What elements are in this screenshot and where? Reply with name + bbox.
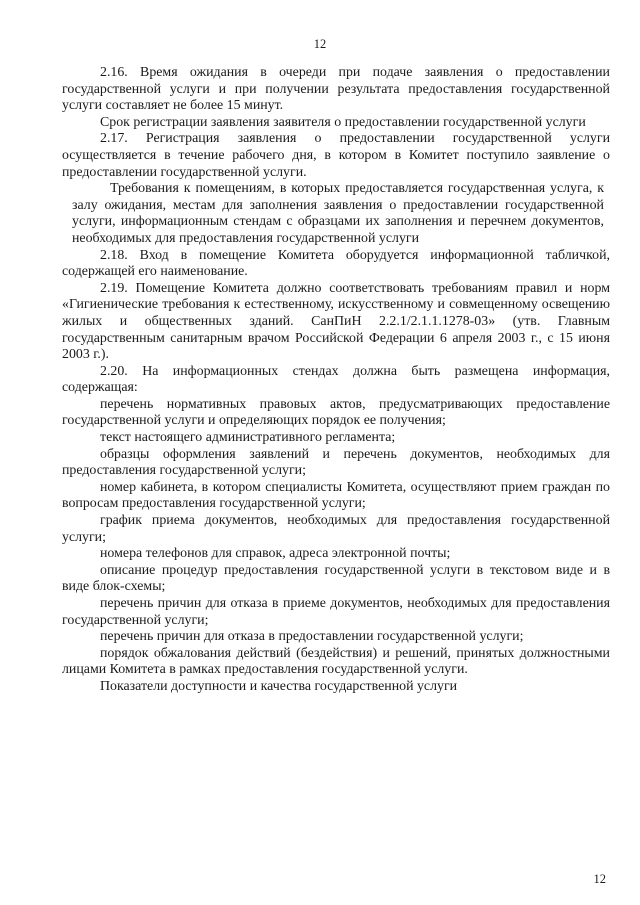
heading-availability-quality: Показатели доступности и качества государственной услуги <box>100 678 458 694</box>
list-item: текст настоящего административного регламента; <box>100 430 396 446</box>
list-item: описание процедур предоставления государственной услуги в текстовом виде и в виде блок-схемы; <box>62 562 610 595</box>
list-item: перечень причин для отказа в предоставлении государственной услуги; <box>100 629 524 645</box>
paragraph-2-16: 2.16. Время ожидания в очереди при подаче заявления о предоставлении государственной услуги и при получении результата предоставления государственной услуги составляет не более 15 минут. <box>62 65 610 114</box>
paragraph-2-19: 2.19. Помещение Комитета должно соответствовать требованиям правил и норм «Гигиенические требования к естественному, искусственному и совмещенному освещению жилых и общественных зданий. СанПиН 2.2.1/2.1.1.1278-03» (утв. Главным государственным санитарным врачом Российской Федерации 6 апреля 2003 г., с 15 июня 2003 г.). <box>62 280 610 363</box>
page-number-top: 12 <box>313 37 327 51</box>
heading-registration-term: Срок регистрации заявления заявителя о предоставлении государственной услуги <box>100 114 586 130</box>
page-number-bottom: 12 <box>593 872 606 886</box>
list-item: перечень нормативных правовых актов, предусматривающих предоставление государственной услуги и определяющих порядок ее получения; <box>62 396 610 429</box>
list-item: порядок обжалования действий (бездействия) и решений, принятых должностными лицами Комитета в рамках предоставления государственной услуги. <box>62 645 610 678</box>
list-item: номер кабинета, в котором специалисты Комитета, осуществляют прием граждан по вопросам предоставления государственной услуги; <box>62 479 610 512</box>
paragraph-2-17: 2.17. Регистрация заявления о предоставлении государственной услуги осуществляется в течение рабочего дня, в котором в Комитет поступило заявление о предоставлении государственной услуги. <box>62 131 610 180</box>
list-item: график приема документов, необходимых для предоставления государственной услуги; <box>62 513 610 545</box>
list-item: перечень причин для отказа в приеме документов, необходимых для предоставления государственной услуги; <box>62 596 610 628</box>
list-item: номера телефонов для справок, адреса электронной почты; <box>100 546 451 562</box>
paragraph-2-18: 2.18. Вход в помещение Комитета оборудуется информационной табличкой, содержащей его наименование. <box>62 247 610 280</box>
document-body <box>62 65 610 696</box>
heading-premises-requirements: Требования к помещениям, в которых предоставляется государственная услуга, к залу ожидания, местам для заполнения заявления о предоставлении государственной услуги, информационным стендам с образцами их заполнения и перечнем документов, необходимых для предоставления государственной услуги <box>72 181 604 246</box>
paragraph-2-20: 2.20. На информационных стендах должна быть размещена информация, содержащая: <box>62 363 610 396</box>
list-item: образцы оформления заявлений и перечень документов, необходимых для предоставления государственной услуги; <box>62 446 610 479</box>
